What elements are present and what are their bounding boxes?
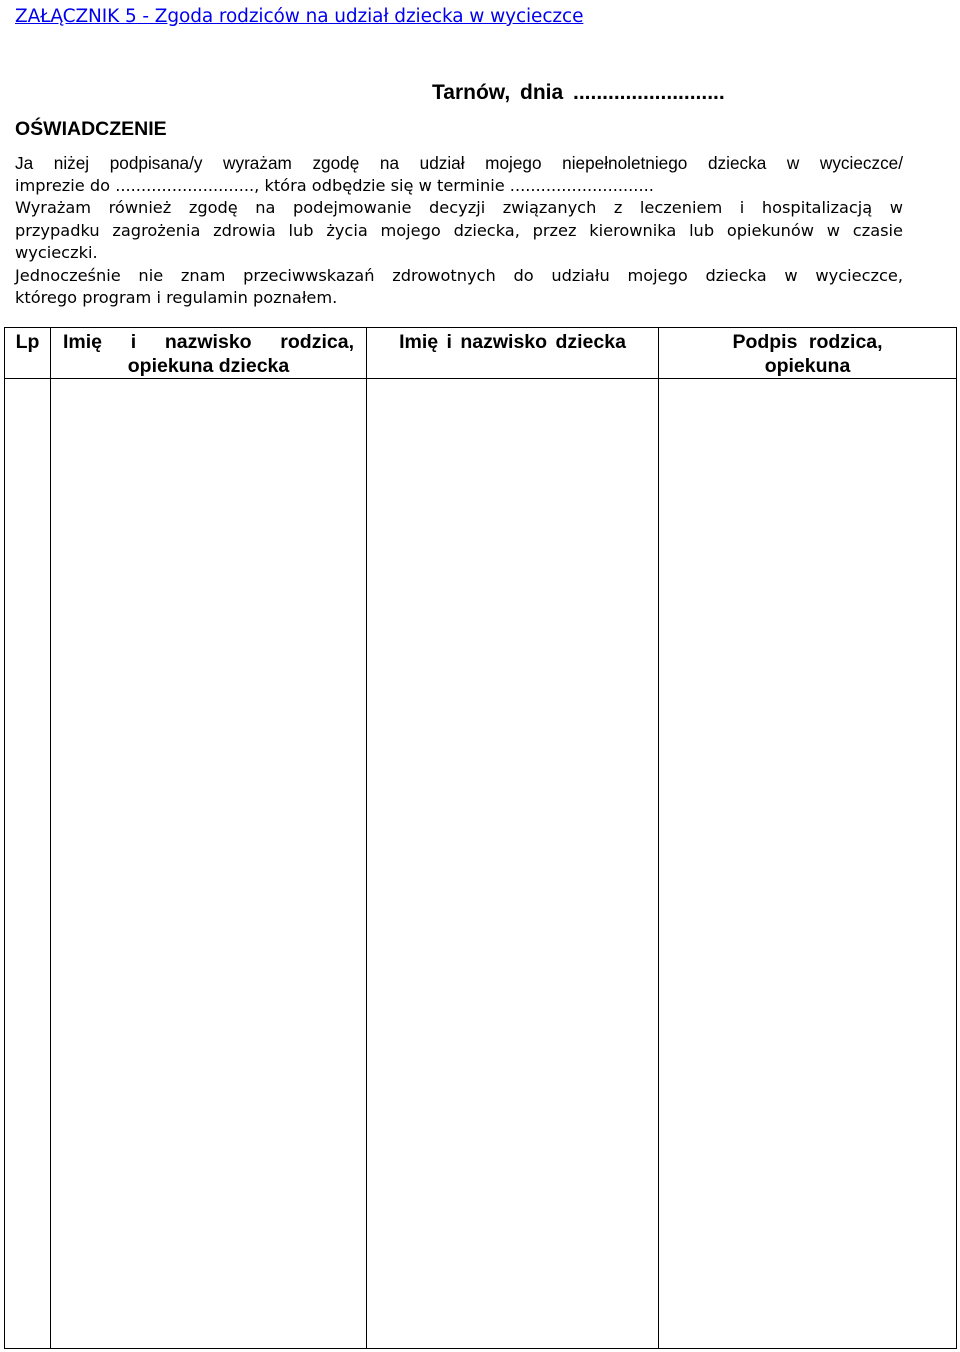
table-row [5,379,957,1349]
paragraph-line-6: Jednocześnie nie znam przeciwwskazań zdrowotnych do udziału mojego dziecka w wycieczce, [15,265,903,285]
place-date-line: Tarnów, dnia .......................... [432,81,725,104]
header-parent-line-2: opiekuna dziecka [127,355,290,377]
cell-lp[interactable] [5,379,51,1349]
header-lp: Lp [5,328,51,379]
paragraph-line-1: Ja niżej podpisana/y wyrażam zgodę na udział mojego niepełnoletniego dziecka w wycieczce/ [15,153,903,173]
header-sign-line-2: opiekuna [764,355,851,377]
attachment-title-link[interactable]: ZAŁĄCZNIK 5 - Zgoda rodziców na udział dziecka w wycieczce [15,6,584,27]
paragraph-line-7: którego program i regulamin poznałem. [15,288,338,307]
paragraph-line-5: wycieczki. [15,243,98,262]
header-parent-signature [659,328,957,379]
declaration-heading: OŚWIADCZENIE [15,118,167,140]
header-child-name: Imię i nazwisko dziecka [367,328,659,379]
paragraph-line-2: imprezie do ..........................., która odbędzie się w terminie ............................ [15,175,654,195]
table-header-row [5,328,957,379]
header-parent-line-1: Imię i nazwisko rodzica, [63,331,354,353]
cell-signature[interactable] [659,379,957,1349]
cell-child-name[interactable] [367,379,659,1349]
paragraph-line-4: przypadku zagrożenia zdrowia lub życia mojego dziecka, przez kierownika lub opiekunów w czasie [15,220,903,240]
signature-table [4,327,957,1349]
header-sign-line-1: Podpis rodzica, [732,331,883,353]
header-parent-name [51,328,367,379]
cell-parent-name[interactable] [51,379,367,1349]
declaration-text [15,152,903,310]
paragraph-line-3: Wyrażam również zgodę na podejmowanie decyzji związanych z leczeniem i hospitalizacją w [15,198,903,217]
